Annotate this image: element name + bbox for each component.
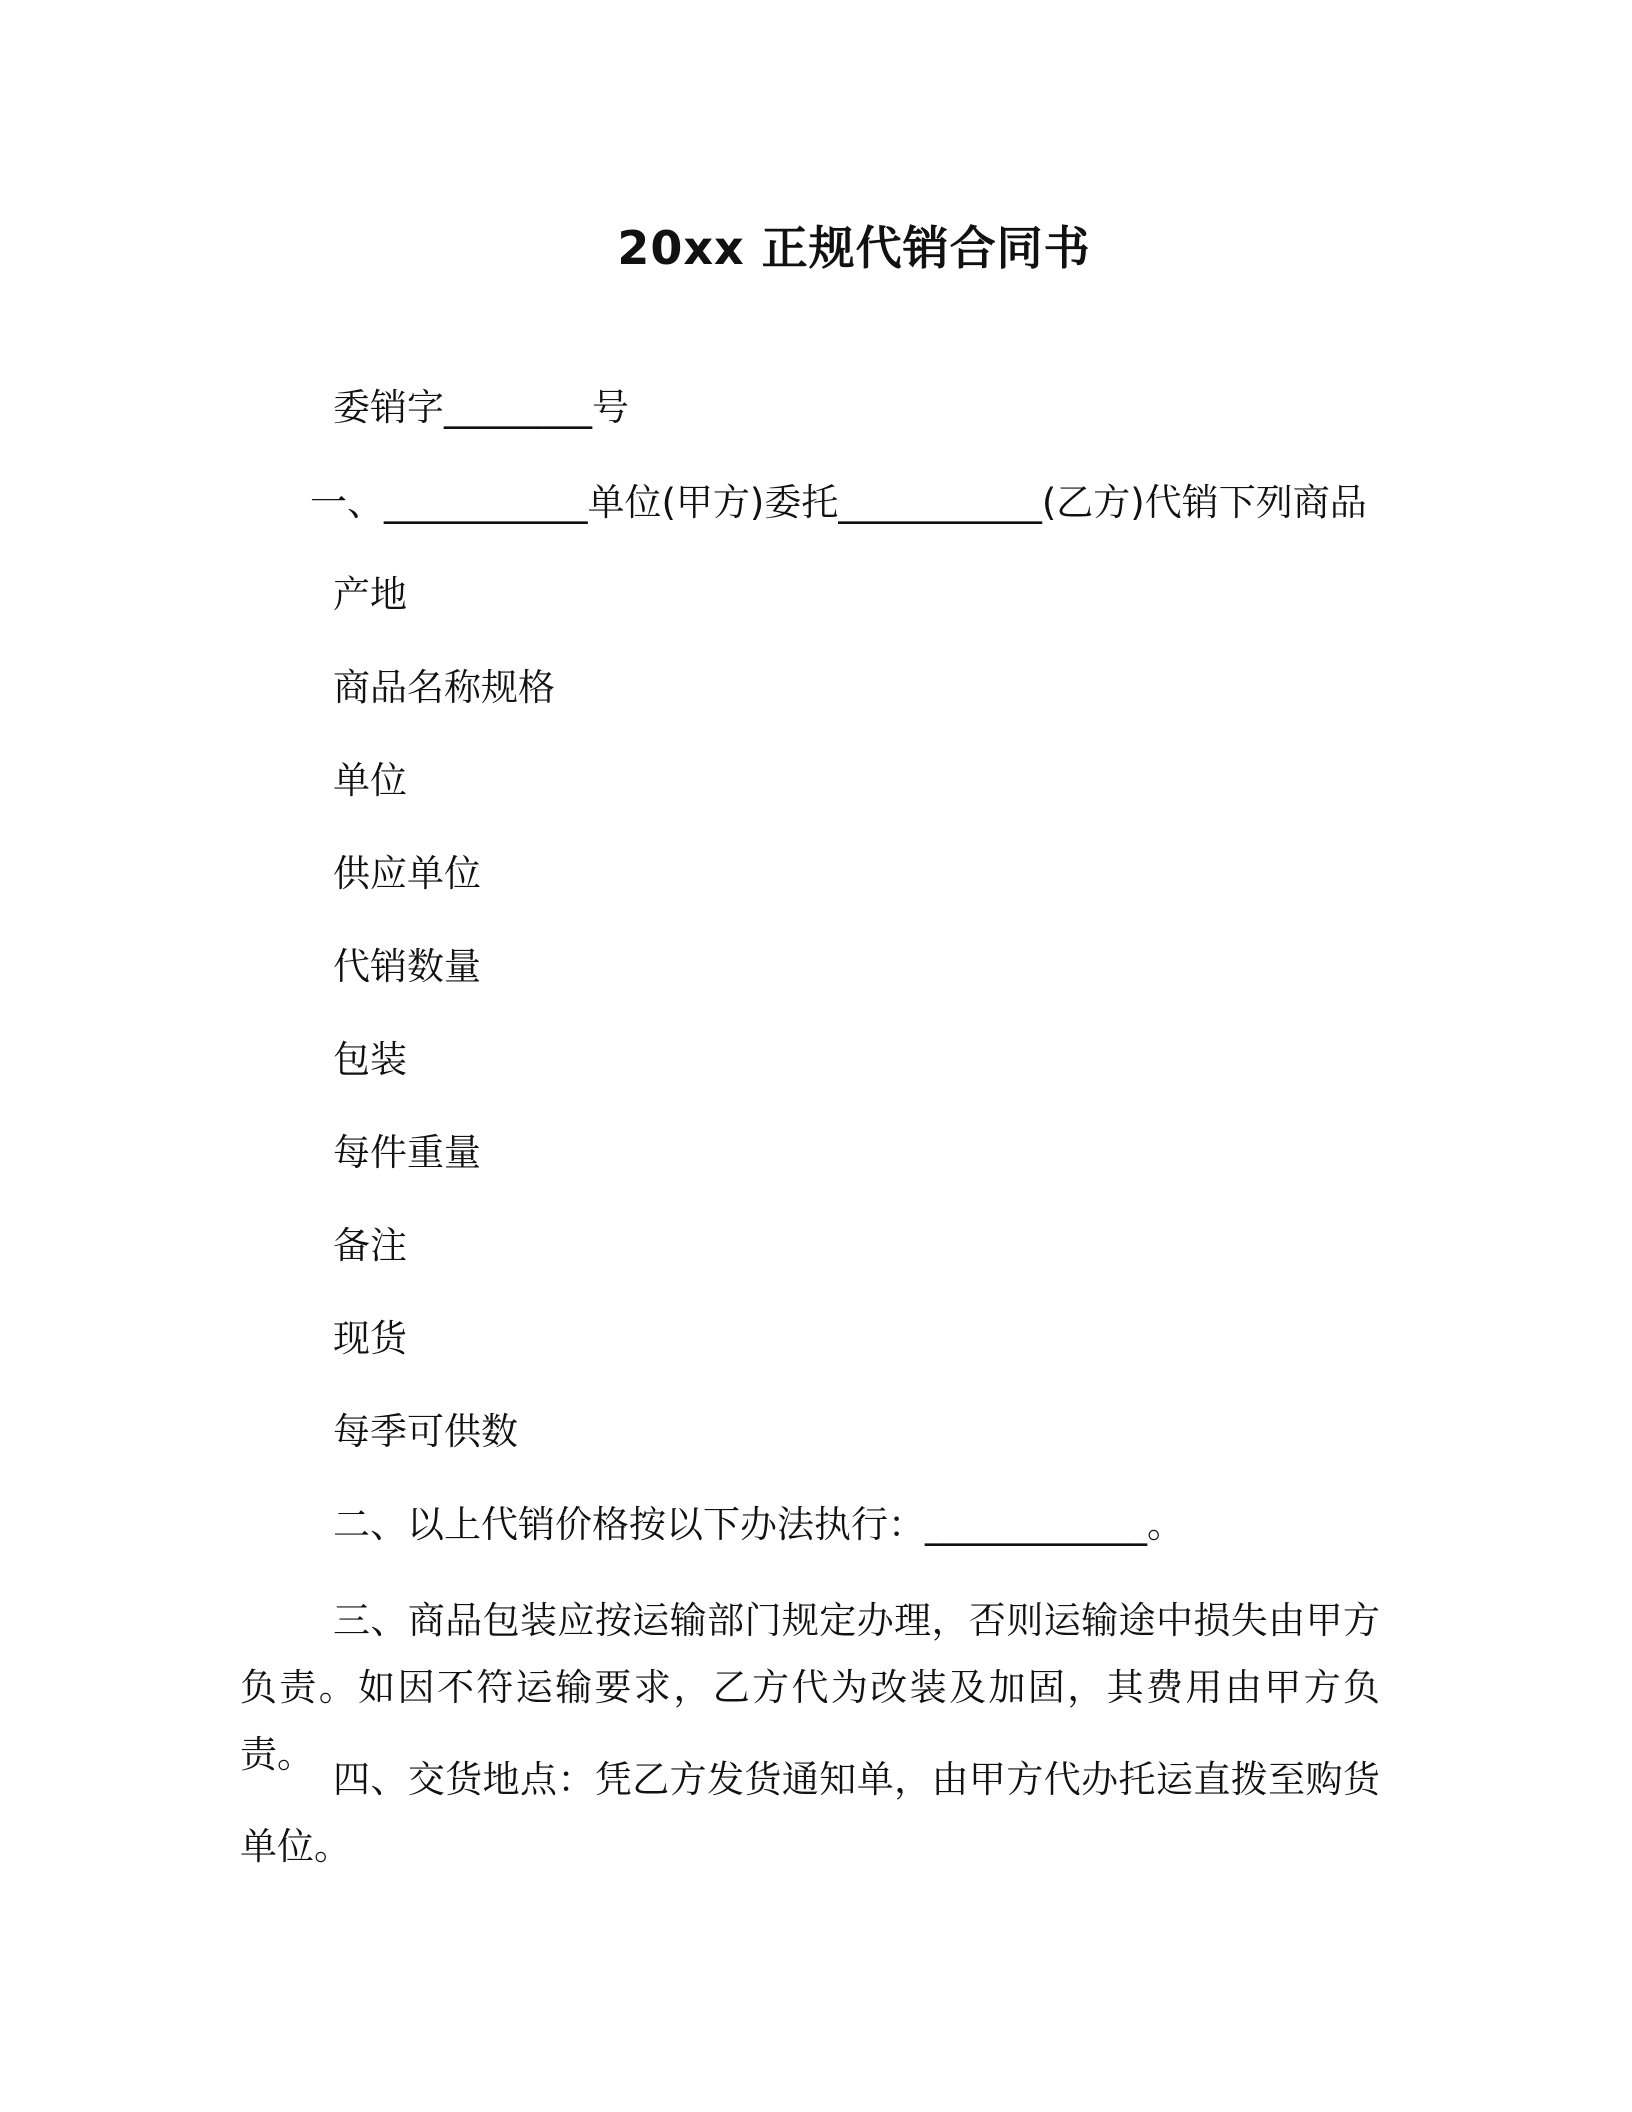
- field-origin: 产地: [333, 573, 407, 616]
- field-unit: 单位: [333, 759, 407, 802]
- clause-2: 二、以上代销价格按以下办法执行：____________。: [333, 1503, 1184, 1546]
- field-spot-goods: 现货: [333, 1317, 407, 1360]
- field-remarks: 备注: [333, 1224, 407, 1267]
- clause-4: 四、交货地点：凭乙方发货通知单，由甲方代办托运直拨至购货单位。: [240, 1758, 1380, 1868]
- field-supplier: 供应单位: [333, 852, 481, 895]
- ref-number-line: 委销字________号: [333, 386, 629, 429]
- field-weight-per-piece: 每件重量: [333, 1131, 481, 1174]
- field-packaging: 包装: [333, 1038, 407, 1081]
- clause-1: 一、___________单位(甲方)委托___________(乙方)代销下列商品: [310, 481, 1367, 524]
- clause-3: 三、商品包装应按运输部门规定办理，否则运输途中损失由甲方负责。如因不符运输要求，乙方代为改装及加固，其费用由甲方负责。: [240, 1599, 1380, 1776]
- document-title: 20xx 正规代销合同书: [617, 221, 1091, 275]
- field-product-name-spec: 商品名称规格: [333, 666, 555, 709]
- field-quarterly-supply: 每季可供数: [333, 1410, 518, 1453]
- field-consignment-quantity: 代销数量: [333, 945, 481, 988]
